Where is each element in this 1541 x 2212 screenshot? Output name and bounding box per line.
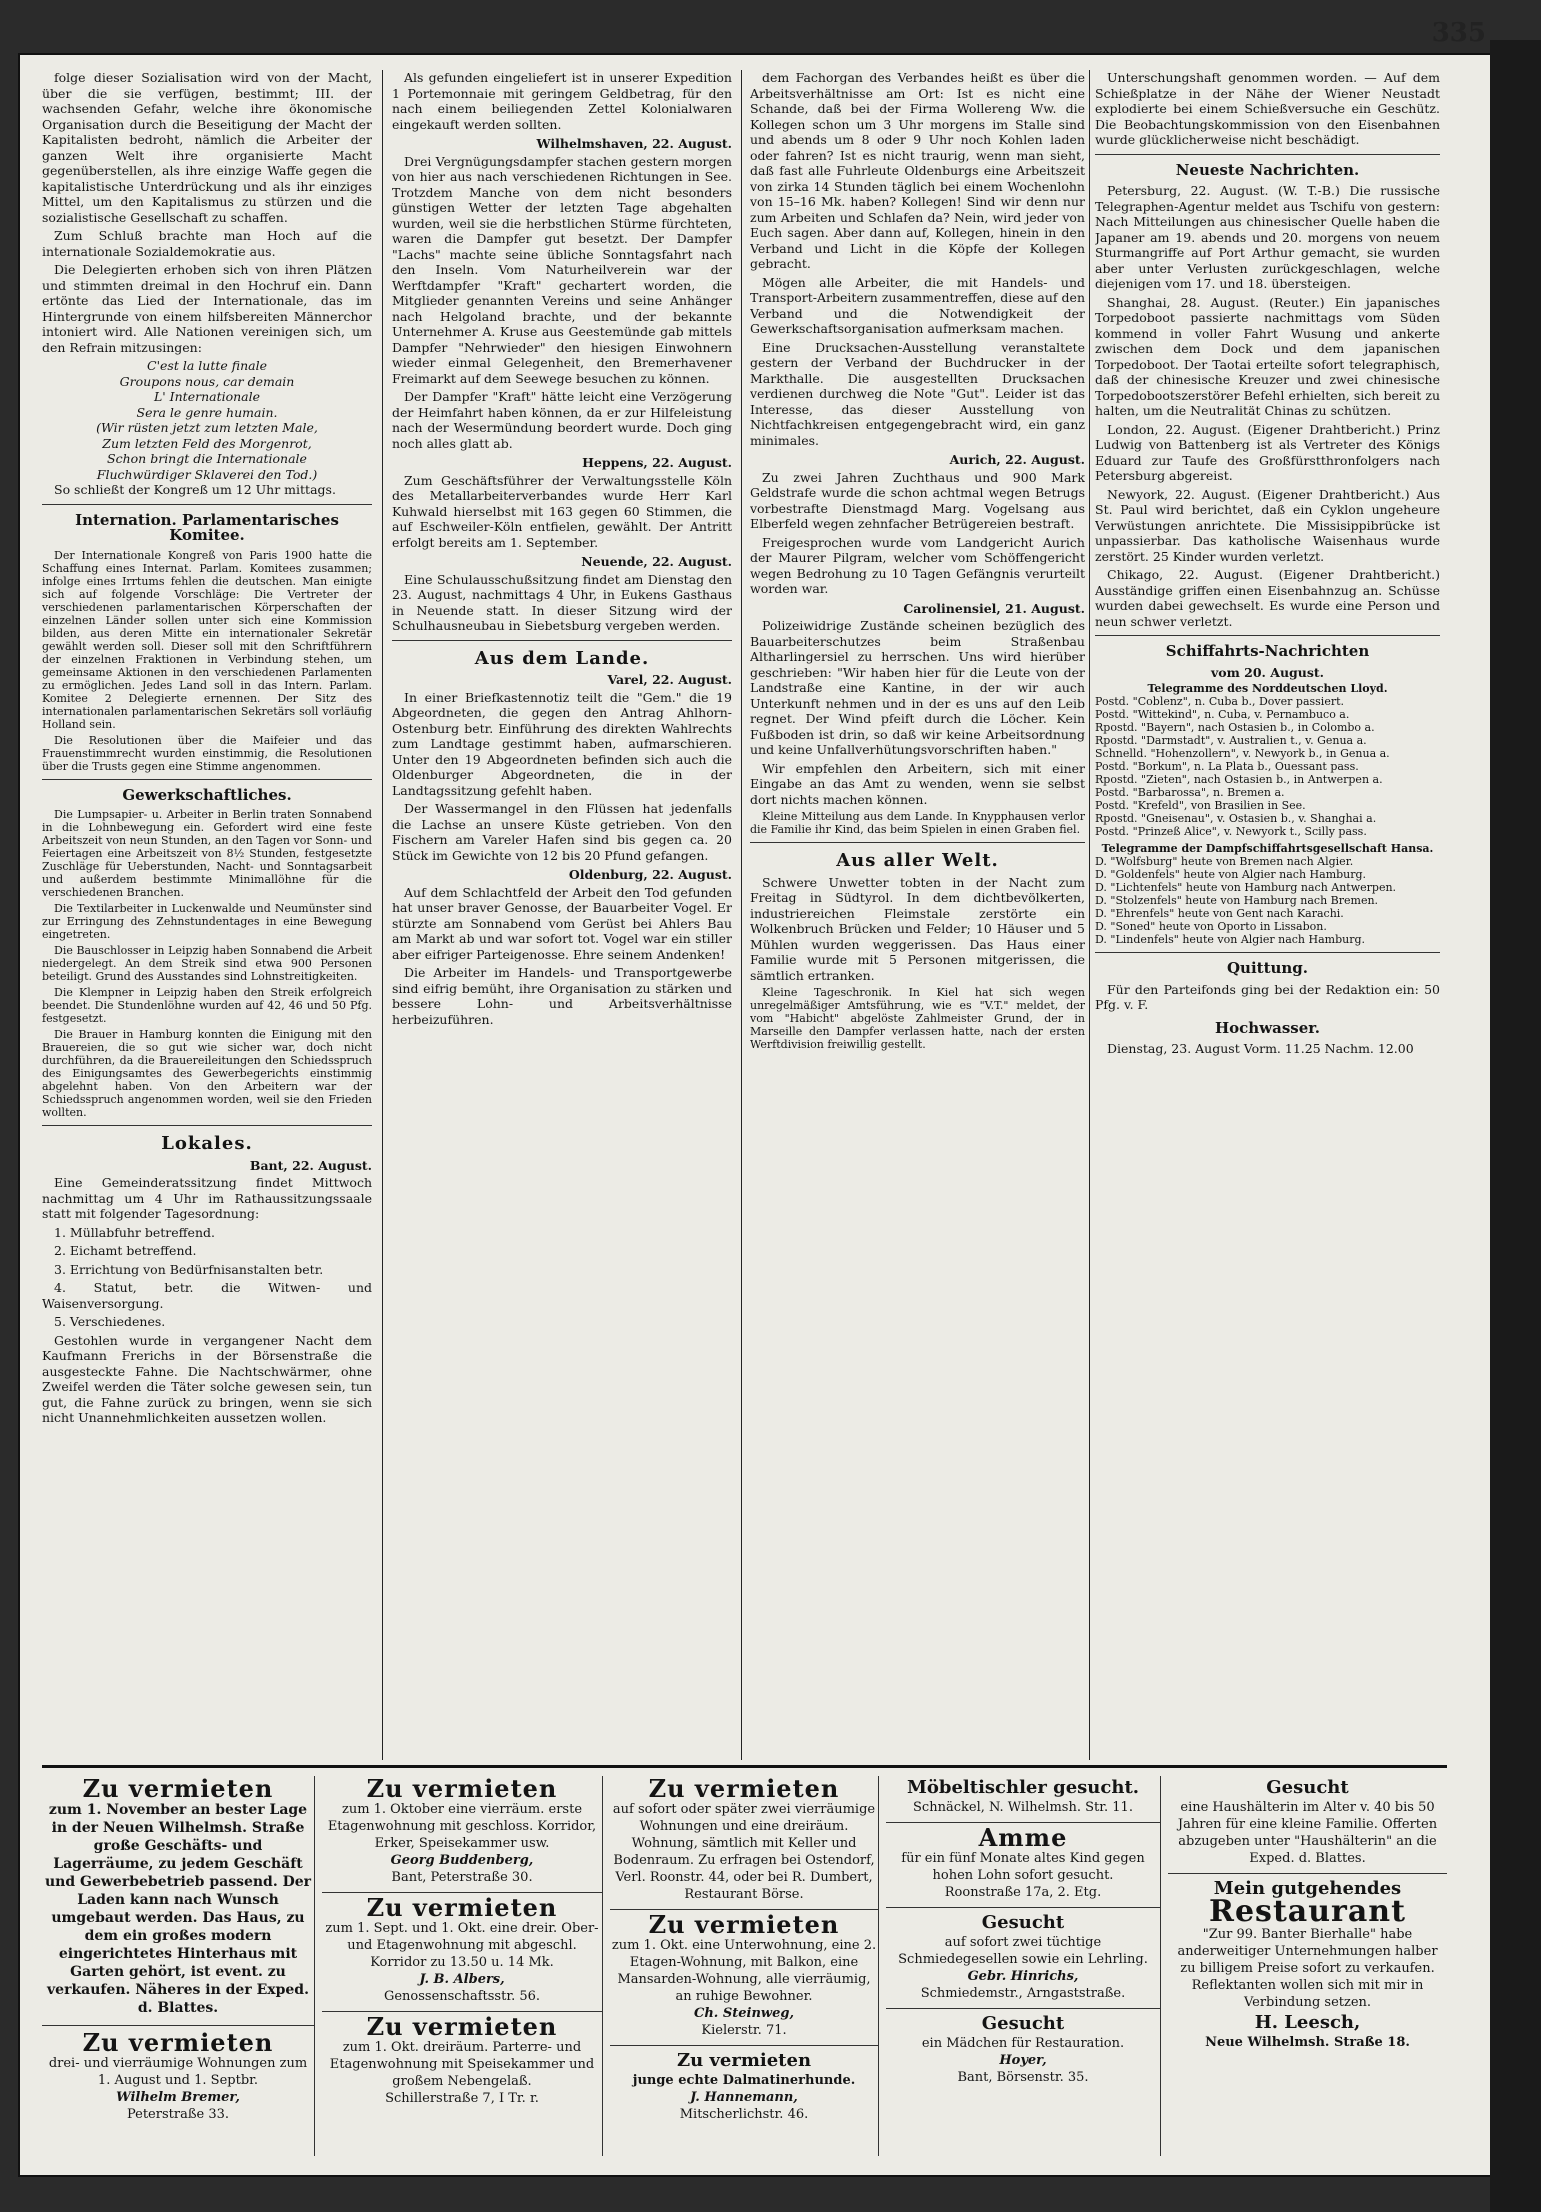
ad-text: zum 1. Okt. dreiräum. Parterre- und Etagenwohnung mit Speisekammer und großem Nebengelaß.	[329, 2040, 595, 2089]
article-text: Für den Parteifonds ging bei der Redaktion ein: 50 Pfg. v. F.	[1095, 981, 1440, 1012]
column-4	[1095, 70, 1440, 1750]
article-text: Kleine Mitteilung aus dem Lande. In Knypphausen verlor die Familie ihr Kind, das beim Spielen in einen Graben fiel.	[750, 810, 1085, 836]
ad-text: junge echte Dalmatinerhunde.	[632, 2073, 856, 2088]
article-text: folge dieser Sozialisation wird von der Macht, über die sie verfügen, bestimmt; III. der wachsenden Gefahr, welche ihre ökonomische Organisation durch die Beseitigung der Macht der Kapitalisten bedroht, nämlich die Arbeiter der ganzen Welt ihre organisierte Macht gegenüberstellen, als ihre einzige Waffe gegen die kapitalistische Unterdrückung und als ihr einziges Mittel, um den Kapitalismus zu stürzen und die sozialistische Gesellschaft zu schaffen.	[42, 70, 372, 225]
ship-entry: Rpostd. "Gneisenau", v. Ostasien b., v. Shanghai a.	[1095, 812, 1377, 825]
ad-advertiser: J. B. Albers,	[419, 1972, 505, 1987]
ad-text: ein Mädchen für Restauration.	[921, 2036, 1125, 2051]
divider	[750, 842, 1085, 843]
divider	[886, 1907, 1160, 1908]
article-text: Zum Geschäftsführer der Verwaltungsstelle Köln des Metallarbeiterverbandes wurde Herr Karl Kuhwald hierselbst mit 163 gegen 60 Stimmen, die auf Eschweiler-Köln entfielen, gewählt. Der Antritt erfolgt bereits am 1. September.	[392, 472, 732, 550]
classified-ads	[42, 1765, 1447, 2163]
ad-address: Peterstraße 33.	[126, 2107, 230, 2122]
divider	[610, 2045, 878, 2046]
ship-entry: Rpostd. "Bayern", nach Ostasien b., in Colombo a.	[1095, 721, 1375, 734]
divider	[1168, 1873, 1447, 1874]
ad-title: Zu vermieten	[366, 2012, 558, 2041]
ship-entry: Postd. "Borkum", n. La Plata b., Ouessant pass.	[1095, 760, 1359, 773]
page-edge	[1490, 40, 1541, 2212]
dateline: Wilhelmshaven, 22. August.	[536, 136, 732, 151]
ad-text: auf sofort oder später zwei vierräumige Wohnungen und eine dreiräum. Wohnung, sämtlich mit Keller und Bodenraum. Zu erfragen bei Ostendorf, Verl. Roonstr. 44, oder bei R. Dumbert, Restaurant Börse.	[612, 1802, 876, 1902]
divider	[886, 2008, 1160, 2009]
poem-line: Sera le genre humain.	[136, 404, 278, 420]
dateline: Oldenburg, 22. August.	[568, 867, 732, 882]
article-text: Petersburg, 22. August. (W. T.-B.) Die russische Telegraphen-Agentur meldet aus Tschifu von gestern: Nach Mitteilungen aus chinesischer Quelle haben die Japaner am 19. abends und 20. morgens von neuem Sturmangriffe auf Port Arthur gemacht, sie wurden aber unter Verlusten zurückgeschlagen, welche diejenigen vom 17. und 18. übersteigen.	[1095, 183, 1440, 291]
ad-title: Zu vermieten	[366, 1893, 558, 1922]
ship-entry: D. "Stolzenfels" heute von Hamburg nach Bremen.	[1095, 894, 1379, 907]
divider	[392, 640, 732, 641]
ad-address: Schillerstraße 7, I Tr. r.	[385, 2091, 539, 2106]
divider	[1095, 154, 1440, 155]
article-text: So schließt der Kongreß um 12 Uhr mittags.	[54, 482, 336, 497]
divider	[42, 779, 372, 780]
ad-address: Mitscherlichstr. 46.	[679, 2107, 809, 2122]
article-text: Eine Schulausschußsitzung findet am Dienstag den 23. August, nachmittags 4 Uhr, in Eukens Gasthaus in Neuende statt. In dieser Sitzung wird der Schulhausneubau in Siebetsburg vergeben werden.	[392, 571, 732, 633]
section-heading: Lokales.	[161, 1133, 253, 1154]
section-heading: Neueste Nachrichten.	[1175, 160, 1360, 179]
agenda-item: 3. Errichtung von Bedürfnisanstalten betr.	[54, 1261, 324, 1277]
ad-text: drei- und vierräumige Wohnungen zum 1. August und 1. Septbr.	[48, 2056, 308, 2088]
agenda-item: 4. Statut, betr. die Witwen- und Waisenversorgung.	[42, 1280, 372, 1311]
ad-column	[42, 1776, 315, 2156]
ad-title: Möbeltischler gesucht.	[906, 1777, 1140, 1798]
ad-address: Neue Wilhelmsh. Straße 18.	[1205, 2035, 1410, 2050]
column-3	[750, 70, 1085, 1750]
article-text: Unterschungshaft genommen worden. — Auf dem Schießplatze in der Nähe der Wiener Neustadt explodierte bei einem Schießversuche ein Geschütz. Die Beobachtungskommission von den Eisenbahnen wurde glücklicherweise nicht beschädigt.	[1095, 70, 1440, 147]
article-text: Zu zwei Jahren Zuchthaus und 900 Mark Geldstrafe wurde die schon achtmal wegen Betrugs vorbestrafte Dienstmagd Marg. Vogelsang aus Elberfeld wegen zehnfacher Betrügereien bestraft.	[750, 469, 1085, 531]
poem-line: Zum letzten Feld des Morgenrot,	[102, 435, 312, 451]
dateline: Neuende, 22. August.	[581, 554, 732, 569]
ship-list	[1095, 695, 1440, 838]
page-number: 335	[1431, 18, 1486, 48]
ship-entry: D. "Soned" heute von Oporto in Lissabon.	[1095, 920, 1327, 933]
ship-entry: D. "Ehrenfels" heute von Gent nach Karachi.	[1095, 907, 1344, 920]
article-text: Die Arbeiter im Handels- und Transportgewerbe sind eifrig bemüht, ihre Organisation zu stärken und bessere Lohn- und Arbeitsverhältnisse herbeizuführen.	[392, 965, 732, 1027]
column-1	[42, 70, 372, 1750]
ad-text: auf sofort zwei tüchtige Schmiedegesellen sowie ein Lehrling.	[898, 1935, 1148, 1967]
ad-title: Zu vermieten	[648, 1910, 840, 1939]
agenda-item: 1. Müllabfuhr betreffend.	[54, 1224, 215, 1240]
ad-text: für ein fünf Monate altes Kind gegen hohen Lohn sofort gesucht.	[901, 1851, 1145, 1883]
poem-line: C'est la lutte finale	[147, 358, 267, 373]
ship-entry: Postd. "Barbarossa", n. Bremen a.	[1095, 786, 1285, 799]
poem-line: Groupons nous, car demain	[119, 373, 295, 389]
article-text: In einer Briefkastennotiz teilt die "Gem." die 19 Abgeordneten, die gegen den Antrag Ahlhorn-Ostenburg betr. Einführung des direkten Wahlrechts zum Landtage gestimmt haben, aufmarschieren. Unter den 19 Abgeordneten befinden sich auch die Oldenburger Abgeordneten, die in der Landtagssitzung gefehlt haben.	[392, 689, 732, 798]
ad-title: Zu vermieten	[82, 1776, 274, 1803]
article-text: Als gefunden eingeliefert ist in unserer Expedition 1 Portemonnaie mit geringem Geldbetrag, für den nach einem beiliegenden Zettel Kolonialwaren eingekauft werden sollten.	[392, 70, 732, 132]
ad-advertiser: Gebr. Hinrichs,	[967, 1969, 1079, 1984]
article-text: Shanghai, 28. August. (Reuter.) Ein japanisches Torpedoboot passierte nachmittags vom Süden kommend in voller Fahrt Wusung und ankerte zwischen dem Dock und dem japanischen Torpedoboot. Der Taotai erteilte sofort telegraphisch, daß der chinesische Kreuzer und zwei chinesische Torpedobootszerstörer Befehl erhielten, sich bereit zu halten, um die Neutralität Chinas zu schützen.	[1095, 294, 1440, 418]
ad-advertiser: Hoyer,	[999, 2053, 1047, 2068]
section-heading: Hochwasser.	[1214, 1018, 1321, 1037]
ad-address: Kielerstr. 71.	[701, 2023, 787, 2038]
ship-entry: Postd. "Wittekind", n. Cuba, v. Pernambuco a.	[1095, 708, 1350, 721]
divider	[1095, 635, 1440, 636]
article-text: Wir empfehlen den Arbeitern, sich mit einer Eingabe an das Amt zu wenden, wenn sie selbst dort nichts machen können.	[750, 760, 1085, 807]
divider	[42, 2025, 314, 2026]
poem-line: (Wir rüsten jetzt zum letzten Male,	[96, 420, 318, 435]
article-text: Freigesprochen wurde vom Landgericht Aurich der Maurer Pilgram, welcher vom Schöffengericht wegen Bedrohung zu 10 Tagen Gefängnis verurteilt worden war.	[750, 534, 1085, 596]
ad-text: "Zur 99. Banter Bierhalle" habe anderweitiger Unternehmungen halber zu billigem Preise sofort zu verkaufen. Reflektanten wollen sich mit mir in Verbindung setzen.	[1177, 1927, 1438, 2010]
ship-entry: Postd. "Prinzeß Alice", v. Newyork t., Scilly pass.	[1095, 825, 1367, 838]
article-text: Kleine Tageschronik. In Kiel hat sich wegen unregelmäßiger Amtsführung, wie es "V.T." meldet, der vom "Habicht" abgelöste Zahlmeister Grund, der in Marseille den Dampfer verlassen hatte, nach der ersten Werftdivision freiwillig gestellt.	[750, 986, 1085, 1051]
poem-line: L' Internationale	[153, 389, 261, 404]
article-text: Gestohlen wurde in vergangener Nacht dem Kaufmann Frerichs in der Börsenstraße die ausgesteckte Fahne. Die Nachtschwärmer, ohne Zweifel werden die Täter solche gewesen sein, tun gut, die Fahne zurück zu bringen, wenn sie sich nicht Unannehmlichkeiten aussetzen wollen.	[42, 1332, 372, 1425]
ad-address: Schmiedemstr., Arngaststraße.	[920, 1986, 1126, 2001]
ad-advertiser: Ch. Steinweg,	[694, 2006, 794, 2021]
ship-entry: D. "Lindenfels" heute von Algier nach Hamburg.	[1095, 933, 1366, 946]
subheading: vom 20. August.	[1210, 664, 1325, 680]
article-text: Der Wassermangel in den Flüssen hat jedenfalls die Lachse an unsere Küste getrieben. Von den Fischern am Vareler Hafen sind bis gegen ca. 20 Stück im Gewichte von 12 bis 20 Pfund gefangen.	[392, 801, 732, 863]
article-text: Die Bauschlosser in Leipzig haben Sonnabend die Arbeit niedergelegt. An dem Streik sind etwa 900 Personen beteiligt. Grund des Ausstandes sind Lohnstreitigkeiten.	[42, 944, 372, 983]
ad-advertiser: H. Leesch,	[1254, 2012, 1361, 2033]
article-text: Schwere Unwetter tobten in der Nacht zum Freitag in Südtyrol. In dem dichtbevölkerten, industriereichen Fleimstale zerstörte ein Wolkenbruch Brücken und Felder; 10 Häuser und 5 Mühlen wurden weggerissen. Das Haus einer Familie wurde mit 5 Personen mitgerissen, die sämtlich ertranken.	[750, 874, 1085, 983]
ad-title: Zu vermieten	[676, 2050, 812, 2071]
ship-entry: D. "Wolfsburg" heute von Bremen nach Algier.	[1095, 855, 1354, 868]
article-text: Die Resolutionen über die Maifeier und das Frauenstimmrecht wurden einstimmig, die Resolutionen über die Trusts gegen eine Stimme angenommen.	[42, 733, 372, 773]
column-2	[392, 70, 732, 1750]
article-text: Eine Drucksachen-Ausstellung veranstaltete gestern der Verband der Buchdrucker in der Markthalle. Die ausgestellten Drucksachen verdienen durchweg die Note "Gut". Leider ist das Interesse, das dieser Ausstellung von Nichtfachkreisen entgegengebracht wird, ein ganz minimales.	[750, 339, 1085, 448]
article-text: Der Dampfer "Kraft" hätte leicht eine Verzögerung der Heimfahrt haben können, da er zur Hilfeleistung nach der Wesermündung beordert wurde. Doch ging noch alles glatt ab.	[392, 389, 732, 451]
section-heading: Gewerkschaftliches.	[122, 785, 292, 804]
section-heading: Aus aller Welt.	[836, 850, 999, 871]
subheading: Telegramme der Dampfschiffahrtsgesellschaft Hansa.	[1101, 842, 1434, 855]
ad-title: Gesucht	[981, 1912, 1065, 1933]
poem-line: Schon bringt die Internationale	[107, 451, 307, 466]
ad-advertiser: Georg Buddenberg,	[390, 1853, 534, 1868]
ad-column	[886, 1776, 1161, 2156]
ship-entry: Postd. "Coblenz", n. Cuba b., Dover passiert.	[1095, 695, 1344, 708]
article-text: Drei Vergnügungsdampfer stachen gestern morgen von hier aus nach verschiedenen Richtungen in See. Trotzdem Manche von dem nicht besonders günstigen Wetter der letzten Tage abgehalten wurden, weil sie die herbstlichen Stürme fürchteten, waren die Dampfer gut besetzt. Der Dampfer "Lachs" machte seine übliche Sonntagsfahrt nach den Inseln. Vom Naturheilverein war der Werftdampfer "Kraft" gechartert worden, die Mitglieder genannten Vereins und seine Anhänger nach Helgoland brachte, und der bekannte Unternehmer A. Kruse aus Geestemünde gab mittels Dampfer "Nehrwieder" den hiesigen Einwohnern wieder einmal Gelegenheit, den Bremerhavener Freimarkt auf dem Seewege besuchen zu können.	[392, 153, 732, 386]
subheading: Telegramme des Norddeutschen Lloyd.	[1147, 682, 1388, 695]
ad-text: Schnäckel, N. Wilhelmsh. Str. 11.	[913, 1800, 1133, 1815]
article-text: Mögen alle Arbeiter, die mit Handels- und Transport-Arbeitern zusammentreffen, diese auf den Verband und die Notwendigkeit der Gewerkschaftsorganisation aufmerksam machen.	[750, 274, 1085, 336]
article-text: Die Textilarbeiter in Luckenwalde und Neumünster sind zur Erringung des Zehnstundentages in eine Bewegung eingetreten.	[42, 902, 372, 941]
article-text: Der Internationale Kongreß von Paris 1900 hatte die Schaffung eines Internat. Parlam. Komitees zusammen; infolge eines Irrtums fehlen die deutschen. Man einigte sich auf folgende Vorschläge: Die Vertreter der verschiedenen parlamentarischen Körperschaften der einzelnen Länder sollen unter sich eine Kommission bilden, aus deren Mitte ein internationaler Sekretär gewählt werden soll. Dieser soll mit den Schriftführern der einzelnen Fraktionen in Verbindung stehen, um gemeinsame Aktionen in den verschiedenen Parlamenten zu ermöglichen. Jedes Land soll in das Intern. Parlam. Komitee 2 Delegierte ernennen. Der Sitz des internationalen parlamentarischen Sekretärs soll vorläufig Holland sein.	[42, 548, 372, 731]
ad-title: Gesucht	[1266, 1777, 1349, 1798]
divider	[1095, 952, 1440, 953]
ship-list	[1095, 855, 1440, 946]
ad-title: Gesucht	[981, 2013, 1065, 2034]
ad-title: Restaurant	[1209, 1894, 1406, 1929]
poem-line: Fluchwürdiger Sklaverei den Tod.)	[96, 466, 318, 482]
ad-address: Genossenschaftsstr. 56.	[383, 1989, 541, 2004]
section-heading: Internation. Parlamentarisches Komitee.	[75, 510, 339, 544]
article-text: Zum Schluß brachte man Hoch auf die internationale Sozialdemokratie aus.	[42, 228, 372, 259]
column-rule	[741, 70, 742, 1760]
article-text: dem Fachorgan des Verbandes heißt es über die Arbeitsverhältnisse am Ort: Ist es nicht eine Schande, daß bei der Firma Wollereng Ww. die Kollegen schon um 3 Uhr morgens im Stalle sind und abends um 8 oder 9 Uhr noch Kohlen laden oder fahren? Ist es nicht traurig, wenn man sieht, daß fast alle Fuhrleute Oldenburgs eine Arbeitszeit von zirka 14 Stunden täglich bei einem Wochenlohn von 15–16 Mk. haben? Kollegen! Sind wir denn nur zum Arbeiten und Schlafen da? Nein, wird jeder von Euch sagen. Aber dann auf, Kollegen, hinein in den Verband und Licht in die Köpfe der Kollegen gebracht.	[750, 70, 1085, 271]
section-heading: Quittung.	[1226, 959, 1309, 977]
ad-advertiser: J. Hannemann,	[690, 2090, 798, 2105]
ship-entry: Postd. "Krefeld", von Brasilien in See.	[1095, 799, 1306, 812]
dateline: Aurich, 22. August.	[949, 452, 1085, 467]
ad-title: Zu vermieten	[366, 1776, 558, 1803]
dateline: Varel, 22. August.	[607, 672, 732, 687]
ad-title: Mein gutgehendes	[1213, 1878, 1402, 1899]
divider	[42, 1125, 372, 1126]
dateline: Carolinensiel, 21. August.	[903, 600, 1085, 616]
ship-entry: D. "Lichtenfels" heute von Hamburg nach Antwerpen.	[1095, 881, 1397, 894]
article-text: Die Lumpsapier- u. Arbeiter in Berlin traten Sonnabend in die Lohnbewegung ein. Gefordert wird eine feste Arbeitszeit von neun Stunden, an den Tagen vor Sonn- und Feiertagen eine Arbeitszeit von 8½ Stunden, festgesetzte Zuschläge für Ueberstunden, Nacht- und Sonntagsarbeit und außerdem bestimmte Minimallöhne für die verschiedenen Branchen.	[42, 808, 372, 899]
article-text: Eine Gemeinderatssitzung findet Mittwoch nachmittag um 4 Uhr im Rathaussitzungssaale statt mit folgender Tagesordnung:	[42, 1175, 372, 1221]
ad-column	[1168, 1776, 1447, 2156]
ship-entry: Schnelld. "Hohenzollern", v. Newyork b., in Genua a.	[1095, 747, 1390, 760]
ad-title: Zu vermieten	[82, 2028, 274, 2057]
agenda-item: 5. Verschiedenes.	[54, 1314, 166, 1329]
column-rule	[382, 70, 383, 1760]
dateline: Bant, 22. August.	[249, 1157, 372, 1173]
article-text: Dienstag, 23. August Vorm. 11.25 Nachm. 12.00	[1107, 1041, 1414, 1056]
dateline: Heppens, 22. August.	[582, 455, 732, 470]
divider	[42, 504, 372, 505]
ship-entry: Rpostd. "Zieten", nach Ostasien b., in Antwerpen a.	[1095, 773, 1383, 786]
ad-column	[322, 1776, 603, 2156]
article-text: Newyork, 22. August. (Eigener Drahtbericht.) Aus St. Paul wird berichtet, daß ein Cyklon ungeheure Verwüstungen anrichtete. Die Missisippibrücke ist unpassierbar. Das katholische Waisenhaus wurde zerstört. 25 Kinder wurden verletzt.	[1095, 486, 1440, 564]
ad-address: Bant, Peterstraße 30.	[391, 1870, 533, 1885]
article-text: Polizeiwidrige Zustände scheinen bezüglich des Bauarbeiterschutzes beim Straßenbau Altharlingersiel zu herrschen. Uns wird hierüber geschrieben: "Wir haben hier für die Leute von der Landstraße eine Kantine, in der wir auch Unterkunft nehmen und in der es uns auf den Leib regnet. Der Wind pfeift durch die Löcher. Kein Fußboden ist drin, so daß wir keine Arbeitsordnung und keine Unfallverhütungsvorschriften haben."	[750, 618, 1085, 757]
article-text: Die Brauer in Hamburg konnten die Einigung mit den Brauereien, die so gut wie sicher war, doch nicht durchführen, da die Brauereileitungen den Schiedsspruch des Einigungsamtes des Gewerbegerichts einstimmig abgelehnt haben. Von den Arbeitern war der Schiedsspruch angenommen worden, weil sie den Frieden wollten.	[42, 1028, 372, 1119]
section-heading: Aus dem Lande.	[474, 647, 650, 669]
article-text: London, 22. August. (Eigener Drahtbericht.) Prinz Ludwig von Battenberg ist als Vertreter des Königs Eduard zur Taufe des Großfürstthronfolgers nach Petersburg abgereist.	[1095, 421, 1440, 483]
article-text: Auf dem Schlachtfeld der Arbeit den Tod gefunden hat unser braver Genosse, der Bauarbeiter Vogel. Er stürzte am Sonnabend vom Gerüst bei Ahlers Bau am Markt ab und war sofort tot. Vogel war ein stiller aber eifriger Parteigenosse. Ehre seinem Andenken!	[392, 884, 732, 962]
ad-text: zum 1. Oktober eine vierräum. erste Etagenwohnung mit geschloss. Korridor, Erker, Speisekammer usw.	[327, 1802, 597, 1851]
ad-text: eine Haushälterin im Alter v. 40 bis 50 Jahren für eine kleine Familie. Offerten abzugeben unter "Haushälterin" an die Exped. d. Blattes.	[1177, 1800, 1438, 1866]
ad-text: zum 1. November an bester Lage in der Neuen Wilhelmsh. Straße große Geschäfts- und Lagerräume, zu jedem Geschäft und Gewerbebetrieb passend. Der Laden kann nach Wunsch umgebaut werden. Das Haus, zu dem ein großes modern eingerichtetes Hinterhaus mit Garten gehört, ist event. zu verkaufen. Näheres in der Exped. d. Blattes.	[44, 1802, 311, 2016]
section-heading: Schiffahrts-Nachrichten	[1165, 642, 1370, 660]
ad-text: zum 1. Sept. und 1. Okt. eine dreir. Ober- und Etagenwohnung mit abgeschl. Korridor zu 13.50 u. 14 Mk.	[325, 1921, 599, 1970]
article-text: Chikago, 22. August. (Eigener Drahtbericht.) Ausständige griffen einen Eisenbahnzug an. Schüsse wurden dabei gewechselt. Es wurde eine Person und neun schwer verletzt.	[1095, 567, 1440, 629]
ad-title: Zu vermieten	[648, 1776, 840, 1803]
article-text: Die Delegierten erhoben sich von ihren Plätzen und stimmten dreimal in den Hochruf ein. Dann ertönte das Lied der Internationale, das im Hintergrunde von einem hilfsbereiten Männerchor intoniert wird. Alle Nationen vereinigen sich, um den Refrain mitzusingen:	[42, 262, 372, 355]
ad-address: Bant, Börsenstr. 35.	[957, 2070, 1089, 2085]
ad-text: zum 1. Okt. eine Unterwohnung, eine 2. Etagen-Wohnung, mit Balkon, eine Mansarden-Wohnung, alle vierräumig, an ruhige Bewohner.	[611, 1938, 877, 2004]
column-rule	[1089, 70, 1090, 1760]
ad-column	[610, 1776, 879, 2156]
ad-address: Roonstraße 17a, 2. Etg.	[944, 1885, 1102, 1900]
ad-advertiser: Wilhelm Bremer,	[116, 2090, 240, 2105]
ship-entry: D. "Goldenfels" heute von Algier nach Hamburg.	[1095, 868, 1367, 881]
agenda-item: 2. Eichamt betreffend.	[54, 1243, 197, 1258]
ship-entry: Rpostd. "Darmstadt", v. Australien t., v. Genua a.	[1095, 734, 1367, 747]
ad-title: Amme	[978, 1823, 1068, 1852]
article-text: Die Klempner in Leipzig haben den Streik erfolgreich beendet. Die Stundenlöhne wurden auf 42, 46 und 50 Pfg. festgesetzt.	[42, 986, 372, 1025]
